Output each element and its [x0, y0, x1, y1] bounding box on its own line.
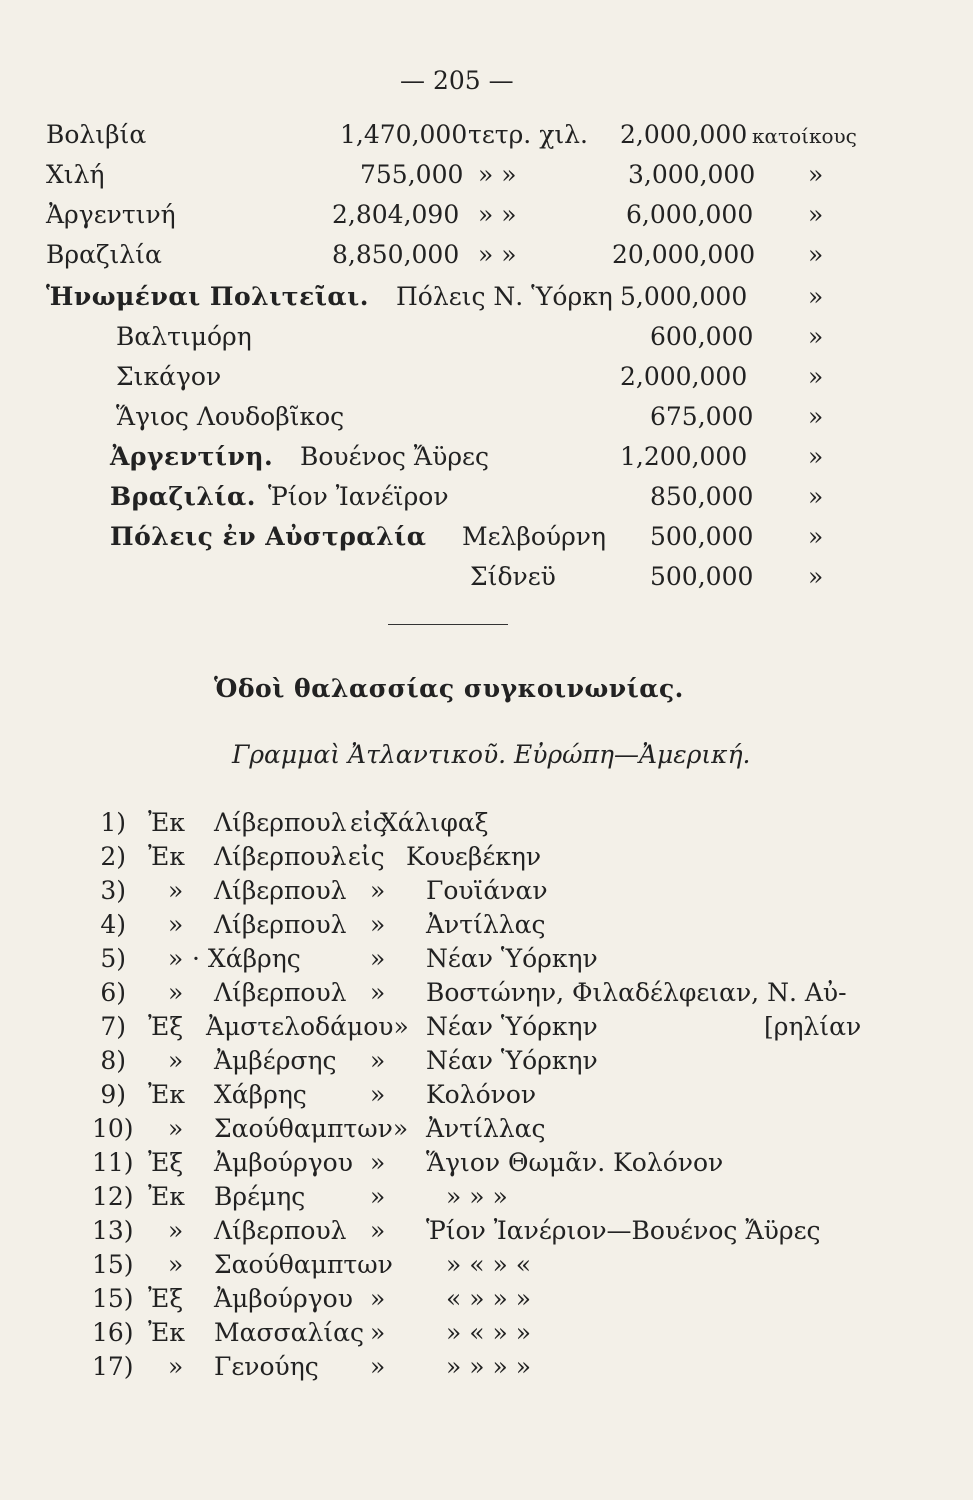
- population-unit: κατοίκους: [752, 124, 857, 148]
- route-to-prep: εἰς: [350, 808, 387, 837]
- route-preposition: Ἐκ: [148, 1318, 185, 1347]
- route-destination: Κολόνον: [426, 1080, 537, 1109]
- area-unit: » »: [478, 240, 517, 269]
- route-to-prep: · εἰς: [332, 842, 385, 871]
- route-origin: Λίβερπουλ: [214, 876, 347, 905]
- country-name: Βραζιλία: [46, 240, 162, 269]
- city-name: Σικάγον: [116, 362, 222, 391]
- route-preposition: »: [168, 1352, 184, 1381]
- country-area: 2,804,090: [332, 200, 460, 229]
- city-name: Βαλτιμόρη: [116, 322, 252, 351]
- route-number: 6): [100, 978, 126, 1007]
- city-population: 5,000,000: [620, 282, 748, 311]
- route-destination: Ῥίον Ἰανέριον—Βουένος Ἄϋρες: [426, 1216, 821, 1245]
- city-name: Ἅγιος Λουδοβῖκος: [116, 402, 345, 431]
- route-preposition: »: [168, 1216, 184, 1245]
- route-to-prep: »: [370, 876, 386, 905]
- route-destination: Χάλιφαξ: [380, 808, 489, 837]
- city-population: 600,000: [650, 322, 754, 351]
- population-unit: »: [808, 160, 824, 189]
- route-preposition: Ἐξ: [148, 1148, 184, 1177]
- ditto-mark: »: [808, 522, 824, 551]
- country-population: 20,000,000: [612, 240, 756, 269]
- route-preposition: Ἐξ: [148, 1012, 184, 1041]
- route-number: 11): [92, 1148, 134, 1177]
- route-number: 3): [100, 876, 126, 905]
- route-origin: Λίβερπουλ: [214, 808, 347, 837]
- route-number: 16): [92, 1318, 134, 1347]
- city-name: Μελβούρνη: [462, 522, 606, 551]
- route-destination: Κουεβέκην: [406, 842, 542, 871]
- section-divider: [388, 624, 508, 625]
- country-population: 3,000,000: [628, 160, 756, 189]
- route-number: 13): [92, 1216, 134, 1245]
- section-subtitle: Γραμμαὶ Ἀτλαντικοῦ. Εὐρώπη—Ἀμερική.: [232, 740, 751, 769]
- country-area: 1,470,000: [340, 120, 468, 149]
- route-preposition: »: [168, 876, 184, 905]
- route-destination: » » »: [446, 1182, 508, 1211]
- city-population: 500,000: [650, 522, 754, 551]
- ditto-mark: »: [808, 562, 824, 591]
- city-population: 850,000: [650, 482, 754, 511]
- route-number: 15): [92, 1284, 134, 1313]
- route-preposition: »: [168, 978, 184, 1007]
- route-origin: Λίβερπουλ: [214, 1216, 347, 1245]
- route-number: 12): [92, 1182, 134, 1211]
- country-area: 755,000: [360, 160, 464, 189]
- city-population: 2,000,000: [620, 362, 748, 391]
- country-name: Βολιβία: [46, 120, 147, 149]
- route-origin: Ἀμβούργου: [214, 1148, 353, 1177]
- route-preposition: Ἐκ: [148, 1182, 185, 1211]
- route-origin: Σαούθαμπτων: [214, 1250, 393, 1279]
- route-destination: Νέαν Ὑόρκην: [426, 1046, 598, 1075]
- route-to-prep: »: [370, 1216, 386, 1245]
- city-name: Σίδνεϋ: [470, 562, 556, 591]
- route-number: 7): [100, 1012, 126, 1041]
- route-destination: Ἅγιον Θωμᾶν. Κολόνον: [426, 1148, 724, 1177]
- route-number: 5): [100, 944, 126, 973]
- route-destination: » « » «: [446, 1250, 532, 1279]
- population-unit: »: [808, 200, 824, 229]
- route-preposition: »: [168, 1250, 184, 1279]
- ditto-mark: »: [808, 362, 824, 391]
- ditto-mark: »: [808, 402, 824, 431]
- route-destination: » « » »: [446, 1318, 532, 1347]
- route-to-prep: »: [370, 1318, 386, 1347]
- route-origin: Βρέμης: [214, 1182, 306, 1211]
- route-to-prep: »: [370, 944, 386, 973]
- route-to-prep: »: [370, 1352, 386, 1381]
- usa-heading: Ἡνωμέναι Πολιτεῖαι.: [46, 282, 369, 311]
- city-name: Βουένος Ἄϋρες: [300, 442, 489, 471]
- route-preposition: Ἐκ: [148, 842, 185, 871]
- city-population: 1,200,000: [620, 442, 748, 471]
- area-unit: » »: [478, 200, 517, 229]
- country-population: 2,000,000: [620, 120, 748, 149]
- city-name: Ῥίον Ἰανέϊρον: [268, 482, 449, 511]
- route-origin: · Χάβρης: [192, 944, 301, 973]
- ditto-mark: »: [808, 482, 824, 511]
- city-population: 675,000: [650, 402, 754, 431]
- route-destination: Ἀντίλλας: [426, 910, 546, 939]
- route-preposition: »: [168, 910, 184, 939]
- route-origin: Λίβερπουλ: [214, 978, 347, 1007]
- city-population: 500,000: [650, 562, 754, 591]
- ditto-mark: »: [808, 282, 824, 311]
- route-origin: Λίβερπουλ: [214, 842, 347, 871]
- route-number: 10): [92, 1114, 134, 1143]
- route-origin: Χάβρης: [214, 1080, 307, 1109]
- route-to-prep: »: [370, 978, 386, 1007]
- route-origin: Ἀμβέρσης: [214, 1046, 337, 1075]
- route-destination: Βοστώνην, Φιλαδέλφειαν, Ν. Αὐ-: [426, 978, 847, 1007]
- country-name: Χιλή: [46, 160, 105, 189]
- route-number: 2): [100, 842, 126, 871]
- route-origin: Λίβερπουλ: [214, 910, 347, 939]
- route-number: 8): [100, 1046, 126, 1075]
- route-destination: Γουϊάναν: [426, 876, 548, 905]
- route-preposition: »: [168, 1114, 184, 1143]
- area-unit: » »: [478, 160, 517, 189]
- route-destination: « » » »: [446, 1284, 532, 1313]
- route-origin: Γενούης: [214, 1352, 319, 1381]
- route-preposition: Ἐκ: [148, 1080, 185, 1109]
- route-origin: Ἀμστελοδάμου»: [206, 1012, 409, 1041]
- route-origin: Σαούθαμπτων»: [214, 1114, 409, 1143]
- brazil-heading: Βραζιλία.: [110, 482, 256, 511]
- route-preposition: »: [168, 1046, 184, 1075]
- section-title: Ὁδοὶ θαλασσίας συγκοινωνίας.: [214, 674, 684, 703]
- route-number: 4): [100, 910, 126, 939]
- route-to-prep: »: [370, 1046, 386, 1075]
- australia-heading: Πόλεις ἐν Αὐστραλία: [110, 522, 427, 551]
- route-origin: Ἀμβούργου: [214, 1284, 353, 1313]
- route-destination: Νέαν Ὑόρκην: [426, 1012, 598, 1041]
- page-number: — 205 —: [400, 66, 514, 95]
- country-area: 8,850,000: [332, 240, 460, 269]
- route-number: 15): [92, 1250, 134, 1279]
- route-to-prep: »: [370, 1182, 386, 1211]
- country-population: 6,000,000: [626, 200, 754, 229]
- ditto-mark: »: [808, 322, 824, 351]
- country-name: Ἀργεντινή: [46, 200, 176, 229]
- route-preposition: Ἐκ: [148, 808, 185, 837]
- argentina-heading: Ἀργεντίνη.: [110, 442, 274, 471]
- route-destination: » » » »: [446, 1352, 532, 1381]
- route-destination: Νέαν Ὑόρκην: [426, 944, 598, 973]
- route-to-prep: »: [370, 1148, 386, 1177]
- route-number: 1): [100, 808, 126, 837]
- route-preposition: »: [168, 944, 184, 973]
- route-to-prep: »: [370, 910, 386, 939]
- area-unit: τετρ. χιλ.: [468, 120, 588, 149]
- ditto-mark: »: [808, 442, 824, 471]
- route-destination: Ἀντίλλας: [426, 1114, 546, 1143]
- route-to-prep: »: [370, 1080, 386, 1109]
- population-unit: »: [808, 240, 824, 269]
- route-origin: Μασσαλίας: [214, 1318, 365, 1347]
- route-to-prep: »: [370, 1284, 386, 1313]
- route-preposition: Ἐξ: [148, 1284, 184, 1313]
- route-number: 9): [100, 1080, 126, 1109]
- route-continuation: [ρηλίαν: [764, 1012, 862, 1041]
- route-number: 17): [92, 1352, 134, 1381]
- city-name: Πόλεις Ν. Ὑόρκη: [396, 282, 613, 311]
